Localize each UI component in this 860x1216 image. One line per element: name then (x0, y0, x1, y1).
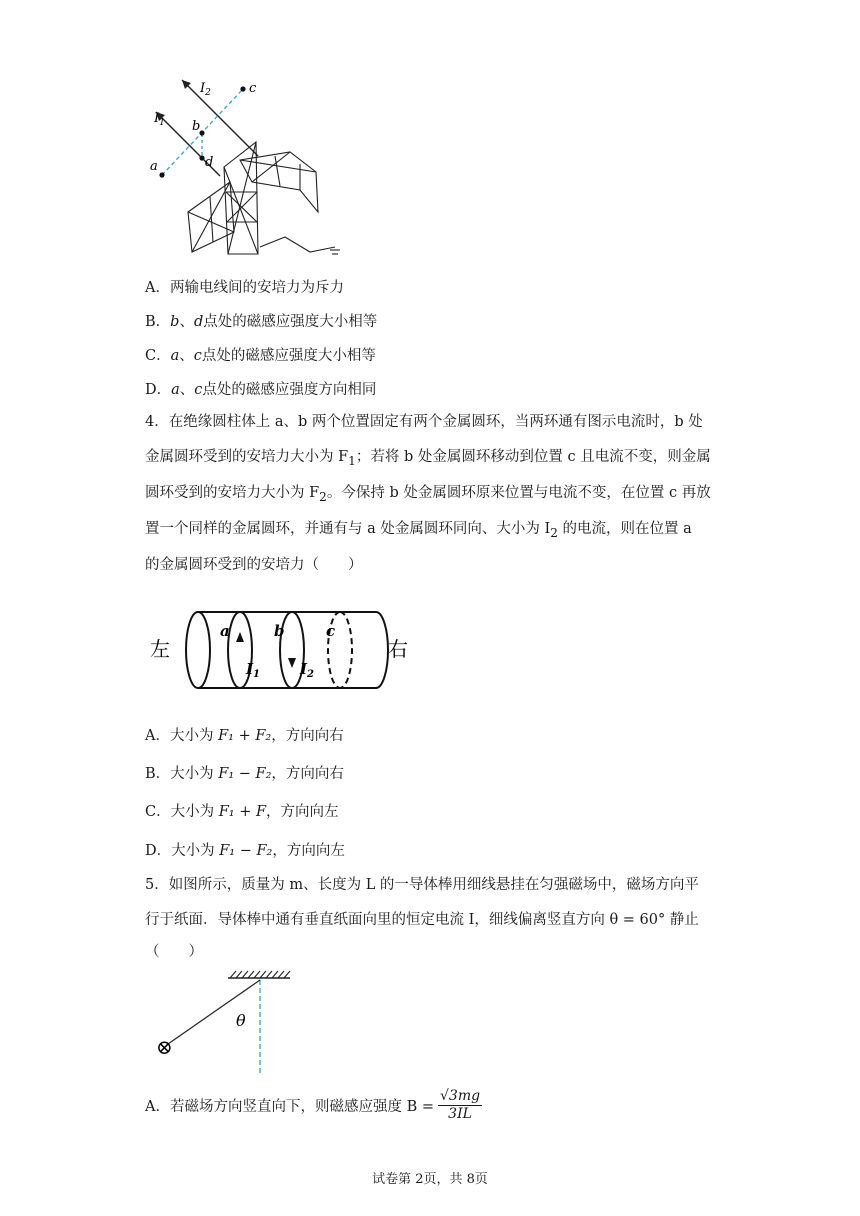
label-c: c (326, 622, 336, 640)
q4-option-b: B．大小为 F₁ − F₂，方向向右 (145, 766, 344, 782)
label-right: 右 (388, 637, 408, 661)
label-b: b (274, 622, 285, 640)
q4-stem-line3: 圆环受到的安培力大小为 $F_2$。今保持 b 处金属圆环原来位置与电流不变，在位置 c 再放 (145, 485, 711, 504)
q3-option-a: A．两输电线间的安培力为斥力 (145, 280, 344, 296)
q5-option-a: A．若磁场方向竖直向下，则磁感应强度 B = $\frac{√3mg}{3IL}$ (145, 1088, 481, 1122)
q4-option-c: C．大小为 F₁ + F，方向向左 (145, 804, 339, 820)
q4-option-d: D．大小为 F₁ − F₂，方向向左 (145, 843, 345, 859)
label-d: d (205, 155, 214, 170)
label-I1: $I_1$ (246, 660, 260, 680)
page-footer: 试卷第 2页，共 8页 (372, 1172, 488, 1187)
current-into-page-icon: ⊗ (156, 1035, 173, 1059)
label-a: a (150, 159, 158, 174)
q4-option-a: A．大小为 F₁ + F₂，方向向右 (145, 728, 344, 744)
label-c: c (249, 81, 257, 96)
q3-option-c: C．a、c点处的磁感应强度大小相等 (145, 348, 376, 364)
q5-stem-line3: （ ） (145, 944, 203, 960)
label-a: a (220, 622, 230, 640)
label-b: b (192, 119, 201, 134)
q4-stem-line5: 的金属圆环受到的安培力（ ） (145, 557, 363, 573)
q4-stem-line2: 金属圆环受到的安培力大小为 $F_1$；若将 b 处金属圆环移动到位置 c 且电流不变，则金属 (145, 449, 711, 468)
q4-stem-line1: 4．在绝缘圆柱体上 a、b 两个位置固定有两个金属圆环，当两环通有图示电流时，b 处 (145, 414, 703, 430)
q3-option-d: D．a、c点处的磁感应强度方向相同 (145, 382, 377, 398)
q5-stem-line2: 行于纸面．导体棒中通有垂直纸面向里的恒定电流 I，细线偏离竖直方向 θ = 60° 静止 (145, 912, 699, 928)
q5-figure (148, 968, 308, 1078)
label-left: 左 (150, 637, 170, 661)
q3-option-b: B．b、d点处的磁感应强度大小相等 (145, 314, 378, 330)
q3-figure (140, 72, 370, 262)
fraction: $\frac{√3mg}{3IL}$ (440, 1088, 481, 1122)
label-theta: θ (236, 1011, 246, 1030)
label-I1: $I_1$ (154, 111, 165, 128)
q5-stem-line1: 5．如图所示，质量为 m、长度为 L 的一导体棒用细线悬挂在匀强磁场中，磁场方向平 (145, 877, 699, 893)
label-I2: $I_2$ (300, 660, 314, 680)
label-I2: $I_2$ (200, 81, 211, 98)
q4-figure (140, 602, 420, 702)
q4-stem-line4: 置一个同样的金属圆环，并通有与 a 处金属圆环同向、大小为 $I_2$ 的电流，则在位置 a (145, 521, 692, 540)
